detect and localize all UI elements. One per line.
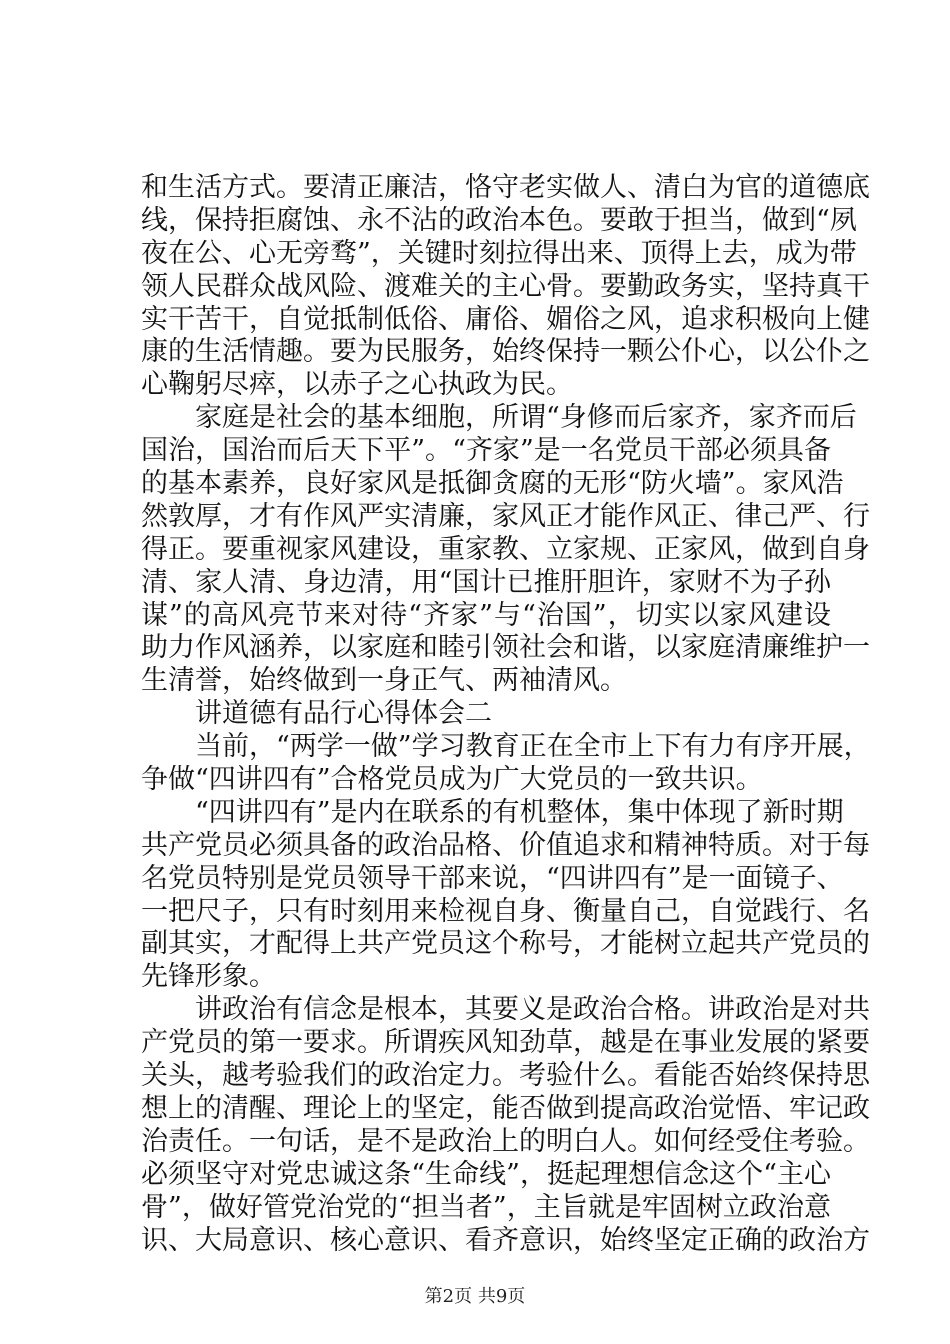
text-line: 和生活方式。要清正廉洁，恪守老实做人、清白为官的道德底 — [141, 172, 870, 203]
text-line: 想上的清醒、理论上的坚定，能否做到提高政治觉悟、牢记政 — [141, 1092, 870, 1124]
text-line: 产党员的第一要求。所谓疾风知劲草，越是在事业发展的紧要 — [141, 1027, 870, 1059]
text-line: 国治，国治而后天下平”。“齐家”是一名党员干部必须具备 — [141, 435, 831, 467]
text-line: 先锋形象。 — [141, 961, 276, 993]
text-line: 实干苦干，自觉抵制低俗、庸俗、媚俗之风，追求积极向上健 — [141, 303, 870, 335]
page-indicator: 第2页 共9页 — [424, 1286, 526, 1307]
text-line: 然敦厚，才有作风严实清廉，家风正才能作风正、律己严、行 — [141, 500, 870, 532]
text-line: 必须坚守对党忠诚这条“生命线”，挺起理想信念这个“主心 — [141, 1158, 831, 1190]
text-line: 治责任。一句话，是不是政治上的明白人。如何经受住考验。 — [141, 1125, 870, 1157]
text-line: 名党员特别是党员领导干部来说，“四讲四有”是一面镜子、 — [141, 862, 844, 894]
document-body — [141, 172, 871, 1257]
text-line: “四讲四有”是内在联系的有机整体，集中体现了新时期 — [141, 796, 844, 828]
text-line: 骨”，做好管党治党的“担当者”，主旨就是牢固树立政治意 — [141, 1191, 831, 1223]
text-line: 线，保持拒腐蚀、永不沾的政治本色。要敢于担当，做到“夙 — [141, 204, 857, 236]
text-line: 一把尺子，只有时刻用来检视自身、衡量自己，自觉践行、名 — [141, 895, 870, 927]
text-line: 识、大局意识、核心意识、看齐意识，始终坚定正确的政治方 — [141, 1224, 870, 1256]
text-line: 讲政治有信念是根本，其要义是政治合格。讲政治是对共 — [141, 994, 870, 1026]
text-line: 谋”的高风亮节来对待“齐家”与“治国”，切实以家风建设 — [141, 599, 831, 631]
text-line: 关头，越考验我们的政治定力。考验什么。看能否始终保持思 — [141, 1060, 870, 1092]
text-line: 生清誉，始终做到一身正气、两袖清风。 — [141, 665, 627, 697]
text-line: 得正。要重视家风建设，重家教、立家规、正家风，做到自身 — [141, 533, 870, 565]
text-line: 争做“四讲四有”合格党员成为广大党员的一致共识。 — [141, 764, 763, 796]
text-line: 讲道德有品行心得体会二 — [141, 698, 492, 730]
text-line: 清、家人清、身边清，用“国计已推肝胆许，家财不为子孙 — [141, 566, 831, 598]
text-line: 夜在公、心无旁骛”，关键时刻拉得出来、顶得上去，成为带 — [141, 237, 857, 269]
text-line: 共产党员必须具备的政治品格、价值追求和精神特质。对于每 — [141, 829, 870, 861]
text-line: 当前，“两学一做”学习教育正在全市上下有力有序开展， — [141, 731, 871, 763]
text-line: 家庭是社会的基本细胞，所谓“身修而后家齐，家齐而后 — [141, 402, 857, 434]
text-line: 领人民群众战风险、渡难关的主心骨。要勤政务实，坚持真干 — [141, 270, 870, 302]
text-line: 心鞠躬尽瘁，以赤子之心执政为民。 — [141, 369, 573, 401]
text-line: 助力作风涵养，以家庭和睦引领社会和谐，以家庭清廉维护一 — [141, 632, 870, 664]
page-footer — [0, 1286, 950, 1308]
text-line: 的基本素养，良好家风是抵御贪腐的无形“防火墙”。家风浩 — [141, 468, 844, 500]
text-line: 副其实，才配得上共产党员这个称号，才能树立起共产党员的 — [141, 928, 870, 960]
text-line: 康的生活情趣。要为民服务，始终保持一颗公仆心，以公仆之 — [141, 336, 870, 368]
